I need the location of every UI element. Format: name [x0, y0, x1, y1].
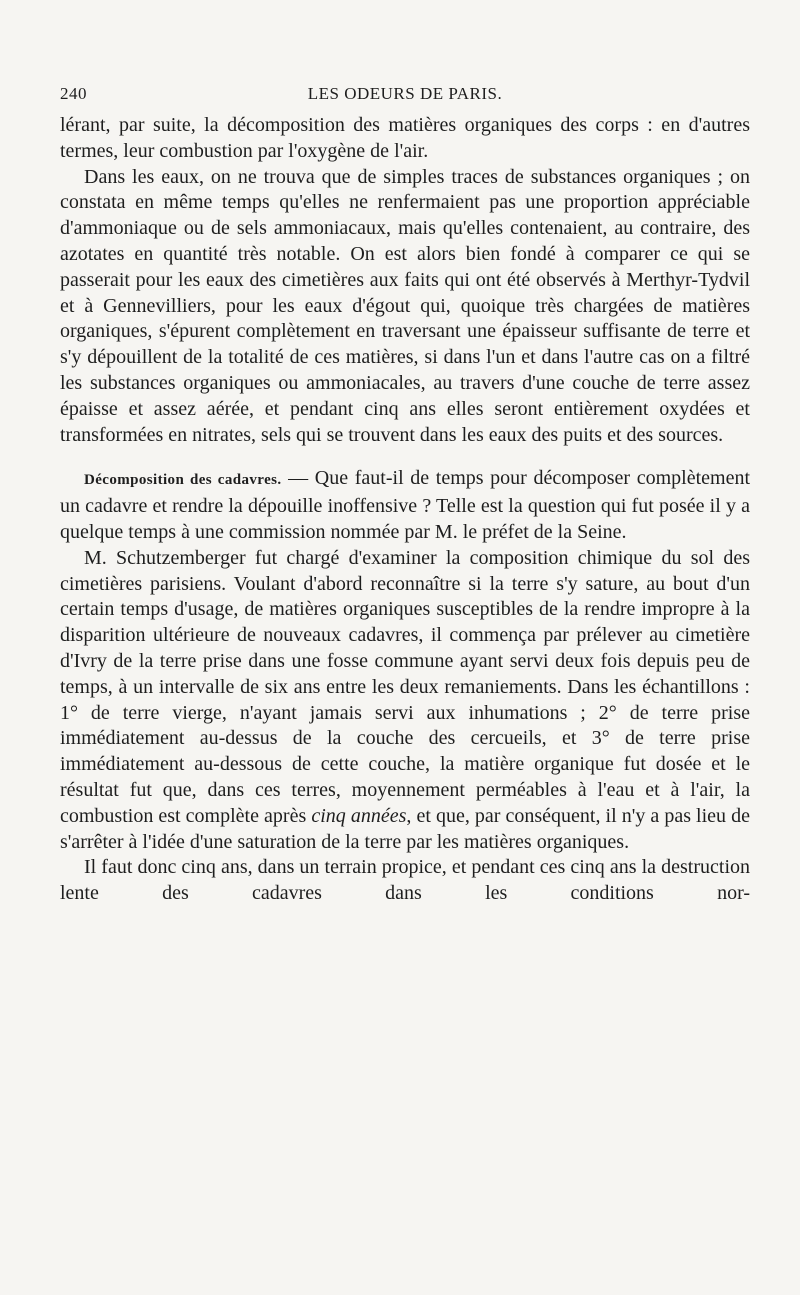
- paragraph-4-italic: cinq années: [311, 804, 407, 827]
- page-header: [60, 84, 750, 110]
- paragraph-4: [60, 546, 750, 856]
- paragraph-5: Il faut donc cinq ans, dans un terrain propice, et pendant ces cinq ans la destruction lente des cadavres dans les conditions nor-: [60, 856, 750, 905]
- paragraph-4-text-a: M. Schutzemberger fut chargé d'examiner la composition chimique du sol des cimetières parisiens. Voulant d'abord reconnaître si la terre s'y sature, au bout d'un certain temps d'usage, de matières organiques susceptibles de la rendre impropre à la disparition ultérieure de nouveaux cadavres, il commença par prélever au cimetière d'Ivry de la terre prise dans une fosse commune ayant servi deux fois depuis peu de temps, à un intervalle de six ans entre les deux remaniements. Dans les échantillons : 1° de terre vierge, n'ayant jamais servi aux inhumations ; 2° de terre prise immédiatement au-dessus de la couche des cercueils, et 3° de terre prise immédiatement au-dessous de cette couche, la matière organique fut dosée et le résultat fut que, dans ces terres, moyennement perméables à l'eau et à l'air, la combustion est complète après: [60, 546, 750, 827]
- page-number: 240: [60, 84, 87, 103]
- running-title: LES ODEURS DE PARIS.: [307, 84, 503, 103]
- paragraph-4-text-b: , et que, par conséquent, il n'y a pas lieu de s'arrêter à l'idée d'une saturation de la terre par les matières organiques.: [60, 804, 750, 853]
- paragraph-3: [60, 466, 750, 545]
- section-title: Décomposition des cadavres.: [84, 472, 282, 489]
- section-gap: [60, 448, 750, 466]
- paragraph-2: Dans les eaux, on ne trouva que de simples traces de substances organiques ; on constata en même temps qu'elles ne renfermaient pas une proportion appréciable d'ammoniaque ou de sels ammoniacaux, mais qu'elles contenaient, au contraire, des azotates en quantité très notable. On est alors bien fondé à comparer ce qui se passerait pour les eaux des cimetières aux faits qui ont été observés à Merthyr-Tydvil et à Gennevilliers, pour les eaux d'égout qui, quoique très chargées de matières organiques, s'épurent complètement en traversant une épaisseur suffisante de terre et s'y dépouillent de la totalité de ces matières, si dans l'un et dans l'autre cas on a filtré les substances organiques ou ammoniacales, au travers d'une couche de terre assez épaisse et assez aérée, et pendant cinq ans elles seront entièrement oxydées et transformées en nitrates, sels qui se trouvent dans les eaux des puits et des sources.: [60, 165, 750, 446]
- paragraph-3-text: — Que faut-il de temps pour décomposer complètement un cadavre et rendre la dépouille inoffensive ? Telle est la question qui fut posée il y a quelque temps à une commission nommée par M. le préfet de la Seine.: [60, 467, 751, 543]
- body-text: [60, 113, 750, 907]
- paragraph-1: lérant, par suite, la décomposition des matières organiques des corps : en d'autres termes, leur combustion par l'oxygène de l'air.: [60, 114, 750, 162]
